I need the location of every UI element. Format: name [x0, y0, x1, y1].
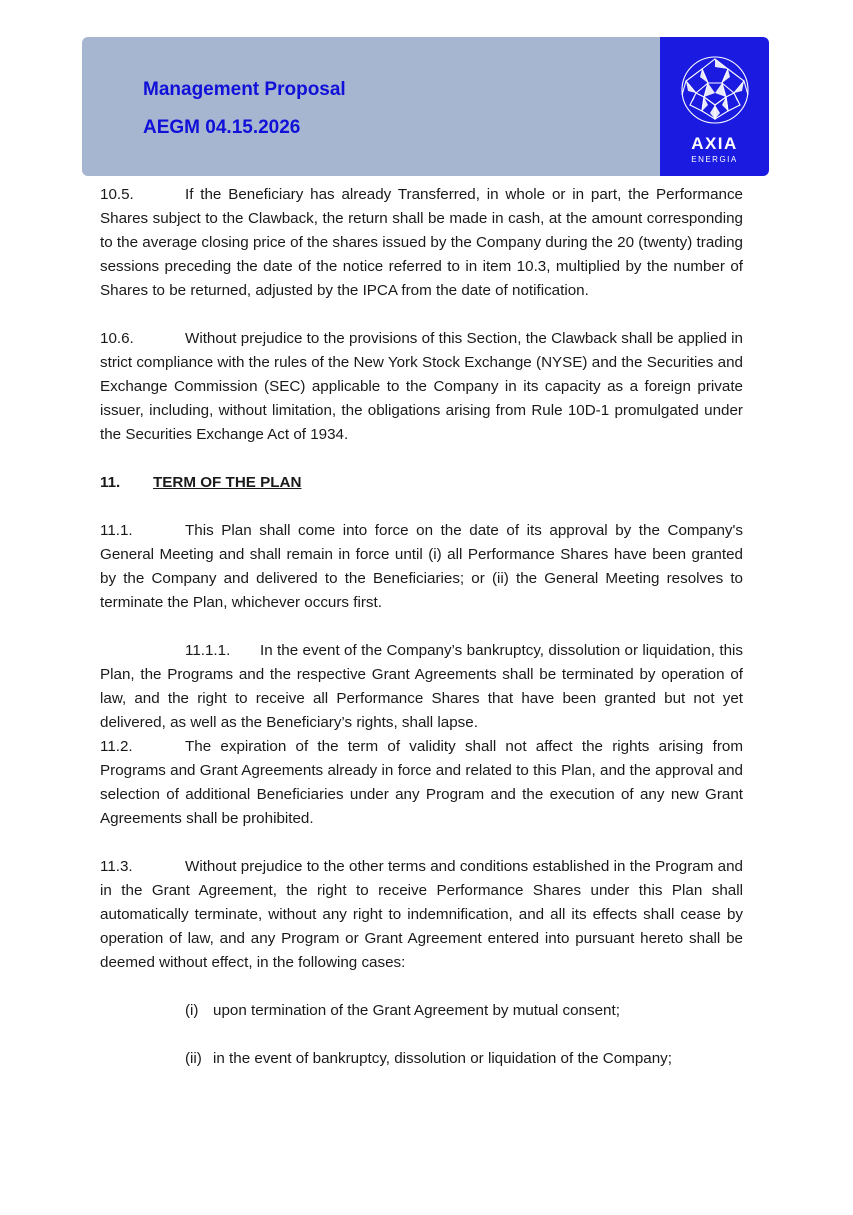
globe-icon — [680, 55, 750, 125]
list-item — [185, 1047, 743, 1071]
section-title: TERM OF THE PLAN — [153, 474, 302, 491]
clause-11-2 — [100, 735, 743, 831]
list-marker: (i) — [185, 1002, 199, 1019]
list-item — [185, 999, 743, 1023]
list-marker: (ii) — [185, 1050, 202, 1067]
clause-text: This Plan shall come into force on the date of its approval by the Company's General Meeting and shall remain in force until (i) all Performance Shares have been granted by the Company and delivered to the Beneficiaries; or (ii) the General Meeting resolves to terminate the Plan, whichever occurs first. — [100, 522, 743, 611]
header-band — [82, 37, 660, 176]
section-number: 11. — [100, 474, 121, 491]
clause-10-5 — [100, 183, 743, 303]
clause-text: The expiration of the term of validity shall not affect the rights arising from Programs and Grant Agreements already in force and related to this Plan, and the approval and selection of additional Beneficiaries under any Program and the execution of any new Grant Agreements shall be prohibited. — [100, 738, 743, 827]
header-subtitle: AEGM 04.15.2026 — [143, 117, 301, 138]
clause-number: 10.5. — [100, 186, 134, 203]
list-text: upon termination of the Grant Agreement by mutual consent; — [213, 1002, 620, 1019]
clause-number: 11.3. — [100, 858, 133, 875]
section-11-heading — [100, 471, 743, 495]
list-text: in the event of bankruptcy, dissolution or liquidation of the Company; — [213, 1050, 672, 1067]
clause-text: Without prejudice to the other terms and conditions established in the Program and in the Grant Agreement, the right to receive Performance Shares under this Plan shall automatically terminate, without any right to indemnification, and all its effects shall cease by operation of law, and any Program or Grant Agreement entered into pursuant hereto shall be deemed without effect, in the following cases: — [100, 858, 743, 971]
clause-number: 11.1. — [100, 522, 133, 539]
clause-text: In the event of the Company’s bankruptcy, dissolution or liquidation, this Plan, the Programs and the respective Grant Agreements shall be terminated by operation of law, and the right to receive all Performance Shares that have been granted but not yet delivered, as well as the Beneficiary’s rights, shall lapse. — [100, 642, 743, 731]
clause-10-6 — [100, 327, 743, 447]
clause-text: Without prejudice to the provisions of this Section, the Clawback shall be applied in strict compliance with the rules of the New York Stock Exchange (NYSE) and the Securities and Exchange Commission (SEC) applicable to the Company in its capacity as a foreign private issuer, including, without limitation, the obligations arising from Rule 10D-1 promulgated under the Securities Exchange Act of 1934. — [100, 330, 743, 443]
logo-wordmark: AXIA — [691, 134, 738, 153]
clause-11-1-1 — [100, 639, 743, 735]
clause-number: 11.1.1. — [185, 642, 231, 659]
clause-11-3 — [100, 855, 743, 975]
clause-number: 10.6. — [100, 330, 134, 347]
company-logo — [660, 37, 769, 176]
header-title: Management Proposal — [143, 79, 346, 100]
logo-subtitle: ENERGIA — [691, 155, 738, 164]
document-body — [100, 183, 743, 1095]
clause-text: If the Beneficiary has already Transferred, in whole or in part, the Performance Shares subject to the Clawback, the return shall be made in cash, at the amount corresponding to the average closing price of the shares issued by the Company during the 20 (twenty) trading sessions preceding the date of the notice referred to in item 10.3, multiplied by the number of Shares to be returned, adjusted by the IPCA from the date of notification. — [100, 186, 743, 299]
clause-number: 11.2. — [100, 738, 133, 755]
clause-11-1 — [100, 519, 743, 615]
